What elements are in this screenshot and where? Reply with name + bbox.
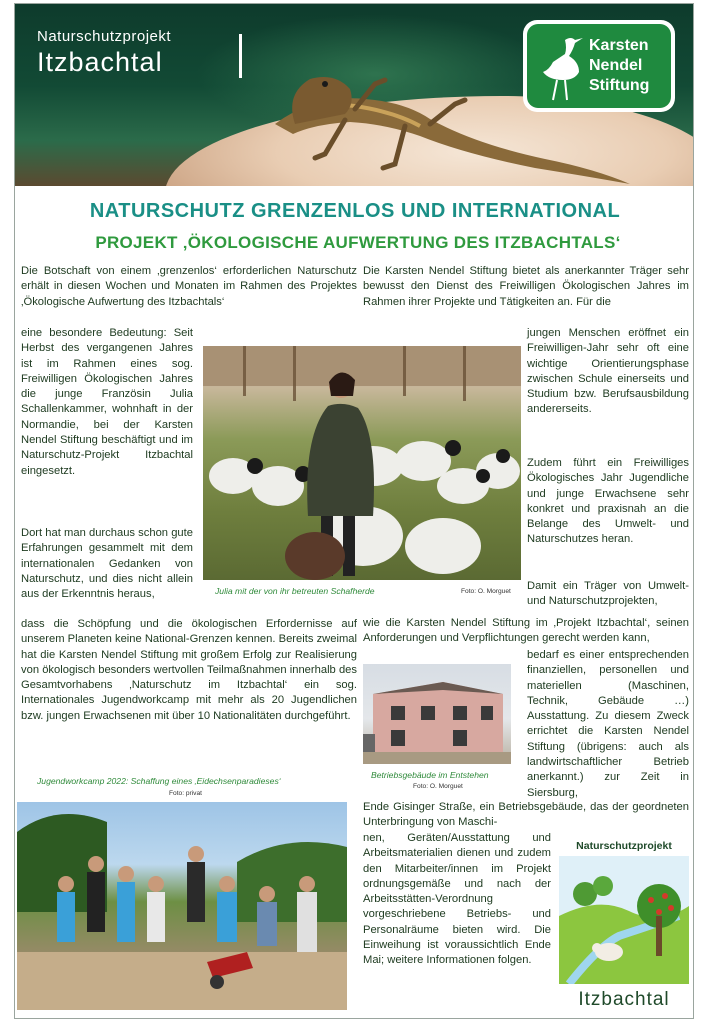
col2-paragraph-1-narrow: jungen Menschen eröffnet ein Freiwilligen-Jahr sehr oft eine wichtige Orientierungsphase zwischen Schule einerseits und Studium bzw. Berufsausbildung andererseits. <box>527 327 689 416</box>
col2-paragraph-3-wide: wie die Karsten Nendel Stiftung im ‚Projekt Itzbachtal‘, seinen Anforderungen und Verpflichtungen gerecht werden kann, <box>363 617 689 645</box>
crane-icon <box>535 32 587 102</box>
col1-paragraph-1-top: Die Botschaft von einem ‚grenzenlos‘ erforderlichen Naturschutz erhält in diesen Wochen und Monaten im Rahmen des Projektes ‚Ökologische Aufwertung des Itzbachtals‘ <box>21 265 357 308</box>
itzbachtal-mini-logo <box>559 840 689 1012</box>
col2-paragraph-3-start: Damit ein Träger von Umwelt- und Naturschutzprojekten, <box>527 580 689 608</box>
col2-paragraph-1-top: Die Karsten Nendel Stiftung bietet als anerkannter Träger sehr bewusst den Dienst des Freiwilligen Ökologischen Jahres im Rahmen ihrer Projekte und Tätigkeiten an. Für die <box>363 265 689 308</box>
header-banner <box>15 4 694 186</box>
logo-line-3: Stiftung <box>589 77 650 94</box>
project-title <box>37 28 171 78</box>
sheep-photo <box>203 346 521 580</box>
col2-paragraph-2: Zudem führt ein Freiwilliges Ökologisches Jahr Jugendliche und junge Erwachsene sehr konkret und praxisnah an die Belange des Umwelt- und Naturschutzes heran. <box>527 457 689 546</box>
logo-line-1: Karsten <box>589 37 649 54</box>
col1-paragraph-2-wide: dass die Schöpfung und die ökologischen Erfordernisse auf unserem Planeten keine National-Grenzen kennen. Bereits zweimal hat die Karsten Nendel Stiftung mit großem Erfolg zur Realisierung von ökologisch besonders wertvollen Teilmaßnahmen innerhalb des Gesamtvorhabens ‚Naturschutz im Itzbachtal‘ ein sog. Internationales Jugendworkcamp mit mehr als 20 Jugendlichen bzw. jungen Erwachsenen mit über 10 Nationalitäten durchgeführt. <box>21 618 357 722</box>
col2-paragraph-3-wide-2: Ende Gisinger Straße, ein Betriebsgebäude, das der geordneten Unterbringung von Maschi- <box>363 801 689 829</box>
building-caption: Betriebsgebäude im Entstehen <box>371 770 489 780</box>
col2-paragraph-3-narrow: bedarf es einer entsprechenden finanziellen, personellen und materiellen (Maschinen, Technik, Gebäude …) Ausstattung. Zu diesem Zweck errichtet die Karsten Nendel Stiftung (übrigens: auch als landwirtschaftlicher Betrieb anerkannt.) zur Zeit in Siersburg, <box>527 649 689 799</box>
col1-paragraph-1-narrow: eine besondere Bedeutung: Seit Herbst des vergangenen Jahres ist im Rahmen eines sog. Freiwilligen Ökologischen Jahres die junge Französin Julia Schallenkammer, wohnhaft in der Normandie, bei der Karsten Nendel Stiftung beschäftigt und im Naturschutz-Projekt Itzbachtal eingesetzt. <box>21 327 193 477</box>
workcamp-photo <box>17 802 347 1010</box>
building-photo-credit: Foto: O. Morguet <box>413 783 463 790</box>
camp-caption: Jugendworkcamp 2022: Schaffung eines ‚Eidechsenparadieses‘ <box>37 776 281 786</box>
logo-line-2: Nendel <box>589 57 643 74</box>
sub-headline: PROJEKT ‚ÖKOLOGISCHE AUFWERTUNG DES ITZBACHTALS‘ <box>95 233 621 252</box>
col2-paragraph-3-end: nen, Geräten/Ausstattung und Arbeitsmaterialien dienen und zudem den Mitarbeiter/innen im Projekt ordnungsgemäße und nach der Arbeitsstätten-Verordnung vorgeschriebene Betriebs- und Personalräume bieten wird. Die Einweihung ist voraussichtlich Ende Mai; weitere Informationen folgen. <box>363 832 551 967</box>
camp-photo-credit: Foto: privat <box>169 790 202 797</box>
sheep-photo-credit: Foto: O. Morguet <box>461 588 511 595</box>
main-headline: NATURSCHUTZ GRENZENLOS UND INTERNATIONAL <box>89 200 621 222</box>
newsletter-page <box>14 3 694 1019</box>
project-name: Itzbachtal <box>37 47 163 77</box>
mini-logo-bottom-text: Itzbachtal <box>578 989 670 1010</box>
sheep-caption: Julia mit der von ihr betreuten Schafherde <box>215 586 375 596</box>
project-subtitle: Naturschutzprojekt <box>37 28 172 45</box>
building-photo <box>363 664 511 764</box>
col1-paragraph-2-narrow: Dort hat man durchaus schon gute Erfahrungen gesammelt mit dem internationalen Gedanken von Naturschutz, und dies nicht allein aus der Erkenntnis heraus, <box>21 527 193 601</box>
mini-logo-top-text: Naturschutzprojekt <box>576 840 672 852</box>
landscape-illustration <box>559 856 689 984</box>
foundation-logo <box>523 20 675 112</box>
